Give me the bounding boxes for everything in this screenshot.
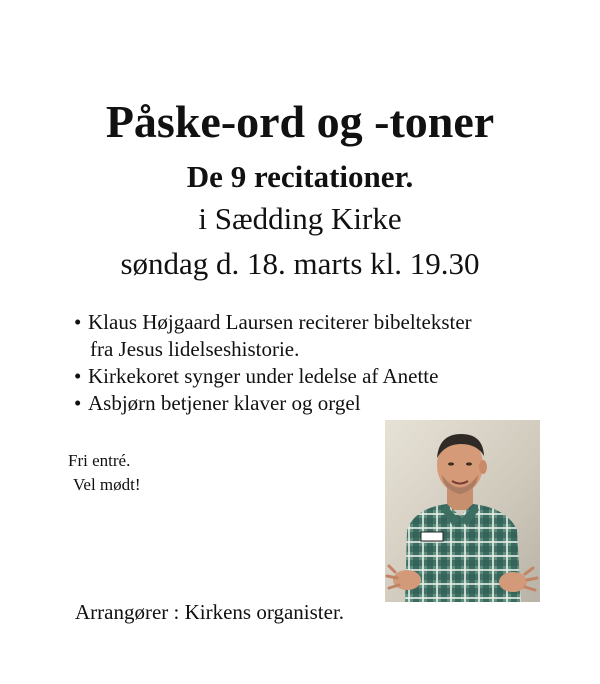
poster-title: Påske-ord og -toner (105, 96, 495, 147)
program-item-text: Klaus Højgaard Laursen reciterer bibeltekster (88, 310, 472, 334)
program-item-text: Asbjørn betjener klaver og orgel (88, 391, 361, 415)
person-photo-icon (385, 420, 540, 602)
program-item (74, 363, 472, 390)
program-item-text-continued: fra Jesus lidelseshistorie. (90, 337, 300, 361)
program-item (74, 390, 472, 417)
welcome-text: Vel mødt! (73, 475, 141, 494)
program-item-text: Kirkekoret synger under ledelse af Anette (88, 364, 439, 388)
organizer-line: Arrangører : Kirkens organister. (75, 600, 345, 624)
datetime-line: søndag d. 18. marts kl. 19.30 (120, 246, 480, 281)
entry-info (68, 449, 141, 497)
poster-subtitle: De 9 recitationer. (186, 159, 414, 194)
program-item (74, 309, 472, 363)
venue-line: i Sædding Kirke (198, 201, 402, 236)
free-entry-text: Fri entré. (68, 451, 131, 470)
person-photo (385, 420, 540, 602)
program-list (74, 309, 472, 417)
